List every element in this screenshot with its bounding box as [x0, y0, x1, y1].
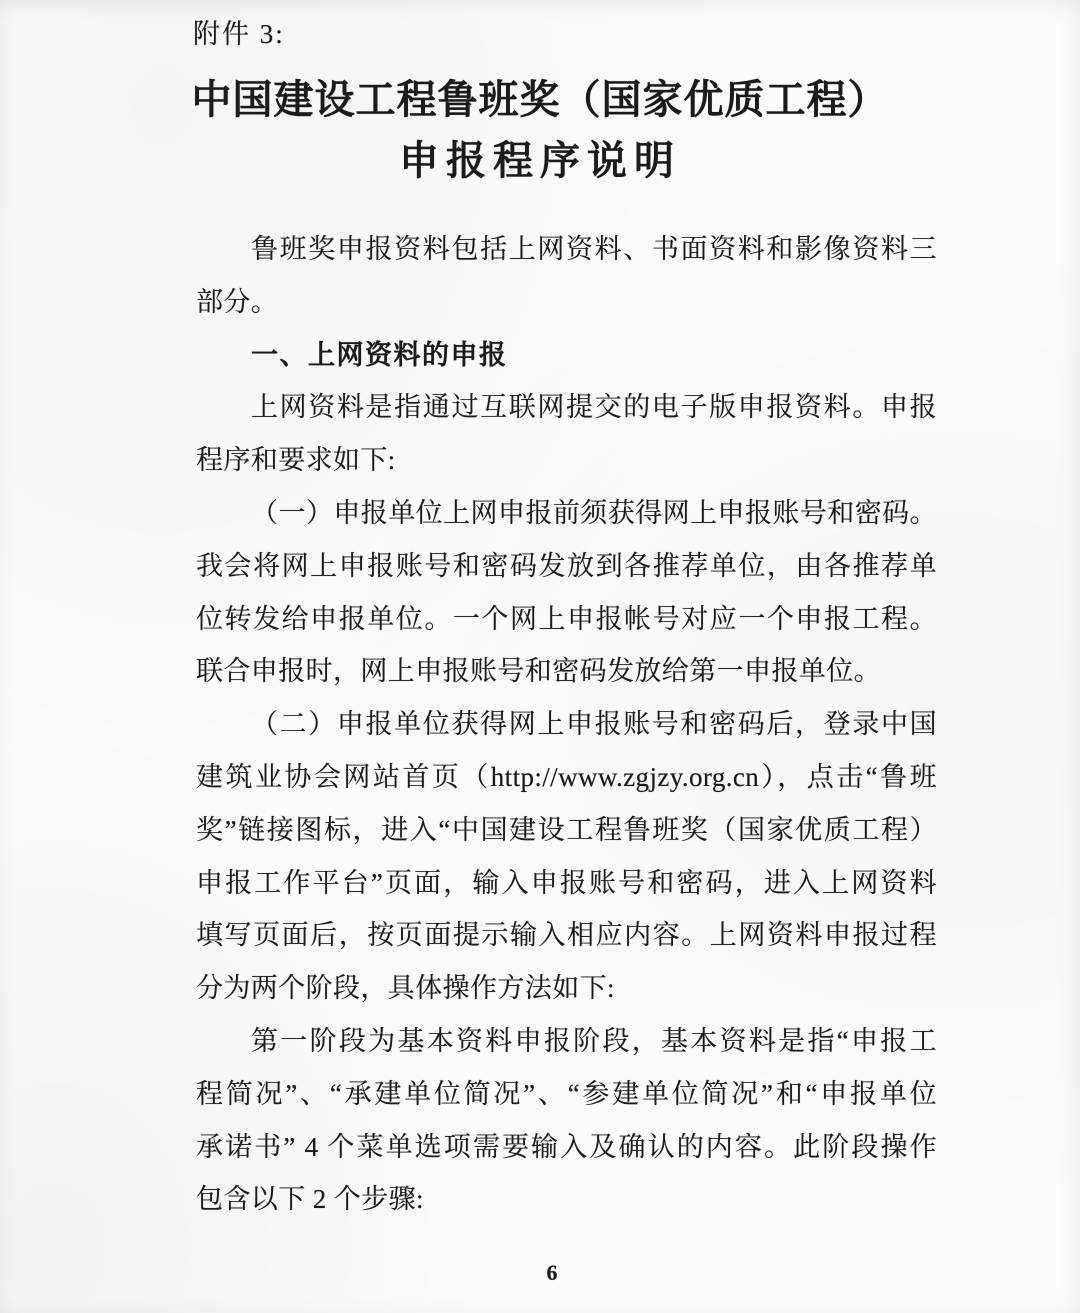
text-line: 位转发给申报单位。一个网上申报帐号对应一个申报工程。	[196, 603, 937, 634]
text-line: 鲁班奖申报资料包括上网资料、书面资料和影像资料三	[251, 234, 937, 264]
text-line: 程简况”、“承建单位简况”、“参建单位简况”和“申报单位	[196, 1078, 937, 1109]
text-line: （一）申报单位上网申报前须获得网上申报账号和密码。	[251, 497, 937, 528]
text-line: 第一阶段为基本资料申报阶段，基本资料是指“申报工	[251, 1025, 937, 1056]
text-line: 承诺书” 4 个菜单选项需要输入及确认的内容。此阶段操作	[196, 1131, 937, 1162]
text-line: 联合申报时，网上申报账号和密码发放给第一申报单位。	[196, 656, 881, 687]
text-line: 申报工作平台”页面，输入申报账号和密码，进入上网资料	[196, 867, 937, 898]
text-line: 部分。	[196, 286, 279, 317]
text-line: 建筑业协会网站首页（http://www.zgjzy.org.cn），点击“鲁班	[196, 761, 937, 792]
text-line: （二）申报单位获得网上申报账号和密码后，登录中国	[251, 709, 937, 740]
text-line: 包含以下 2 个步骤:	[196, 1184, 424, 1215]
page-number: 6	[546, 1260, 558, 1285]
document-body	[196, 223, 937, 1226]
document-title	[0, 76, 1080, 185]
document-title-line1: 中国建设工程鲁班奖（国家优质工程）	[191, 78, 889, 122]
attachment-label: 附件 3:	[193, 19, 285, 49]
text-line: 分为两个阶段，具体操作方法如下:	[196, 973, 615, 1004]
document-title-line2: 申报程序说明	[399, 139, 681, 183]
section-heading-online-materials: 一、上网资料的申报	[251, 339, 508, 370]
text-line: 填写页面后，按页面提示输入相应内容。上网资料申报过程	[196, 920, 937, 951]
text-line: 上网资料是指通过互联网提交的电子版申报资料。申报	[251, 392, 937, 423]
text-line: 奖”链接图标，进入“中国建设工程鲁班奖（国家优质工程）	[196, 814, 937, 845]
text-line: 程序和要求如下:	[196, 445, 396, 476]
text-line: 我会将网上申报账号和密码发放到各推荐单位，由各推荐单	[196, 550, 937, 581]
